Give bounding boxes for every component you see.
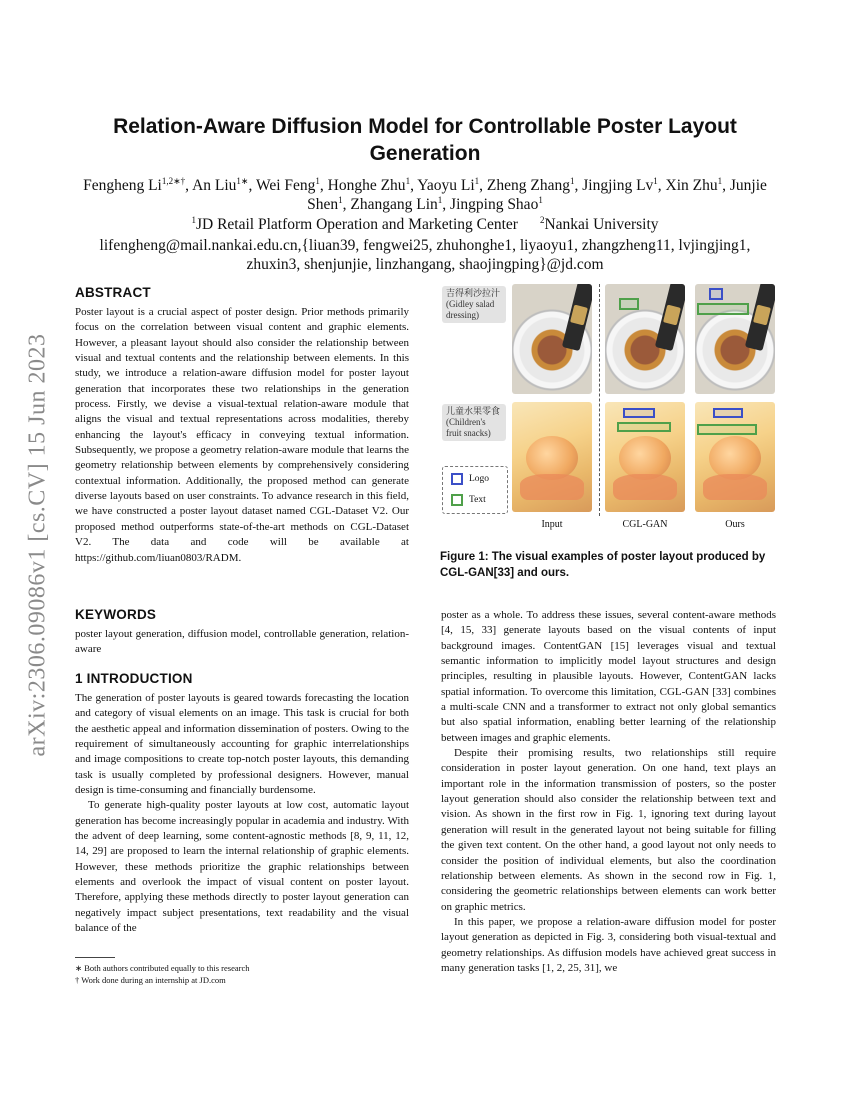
input-image-salad <box>512 284 592 394</box>
text-box <box>697 424 757 435</box>
keywords-body <box>75 627 409 658</box>
author: Yaoyu Li$^1$ <box>417 176 480 194</box>
intro-paragraph-2: To generate high-quality poster layouts at low cost, automatic layout generation has become increasingly popular in academia and industry. With the advent of deep learning, some content-agnostic methods [8, 9, 11, 12, 14, 29] are proposed to learn the internal relationship of graphic elements. However, these methods prioritize the graphic relationships between elements and overlook the impact of visual content on poster layout. Therefore, applying these methods directly to poster layout generation can negatively impact subject presentations, text readability and the visual balance of the <box>75 799 409 935</box>
row2-product-label: 儿童水果零食 (Children's fruit snacks) <box>442 404 506 441</box>
author: Junjie Shen$^1$ <box>307 177 767 213</box>
author: An Liu$^{1∗}$ <box>192 176 249 194</box>
affiliation: JD Retail Platform Operation and Marketing Center <box>195 216 518 233</box>
figure-1 <box>440 282 780 532</box>
author-emails: lifengheng@mail.nankai.edu.cn,{liuan39, fengwei25, zhuhonghe1, liyaoyu1, zhangzheng11, lvjingjing1, zhuxin3, shenjunjie, linzhangang, shaojingping}@jd.com <box>99 237 751 273</box>
introduction-body <box>75 691 409 937</box>
author: Jingjing Lv$^1$ <box>582 176 658 194</box>
input-image-snacks <box>512 402 592 512</box>
author-list: Fengheng $Li^{1,2∗\dagger}$, An Liu$^{1∗}$, Wei Feng$^1$, Honghe Zhu$^1$, Yaoyu Li$^1$, Zheng Zhang$^1$, Jingjing Lv$^1$, Xin Zhu$^1$, Junjie Shen$^1$, Zhangang Lin$^1$, Jingping Shao$^1$ <box>83 176 767 213</box>
column-divider <box>599 284 600 516</box>
footnote-2: † Work done during an internship at JD.com <box>75 975 226 985</box>
right-paragraph-1: poster as a whole. To address these issues, several content-aware methods [4, 15, 33] generate layouts based on the visual contents of input background images. ContentGAN [15] leverages visual and textual semantic information to implicitly model layout structures and design principles, resulting in plausible layouts. However, ContentGAN lacks spatial information. To overcome this limitation, CGL-GAN [33] combines a multi-scale CNN and a transformer to extract not only global semantics but also spatial information, enabling better learning of the relationship between images and graphic elements. <box>441 609 776 744</box>
author: Jingping Shao$^1$ <box>450 195 543 213</box>
author: Fengheng $Li^{1,2∗\dagger}$ <box>83 176 186 194</box>
affiliation: Nankai University <box>544 216 659 233</box>
cglgan-result-salad <box>605 284 685 394</box>
text-box <box>697 303 749 315</box>
keywords-text: poster layout generation, diffusion model, controllable generation, relation-aware <box>75 628 409 656</box>
logo-swatch <box>451 473 463 485</box>
text-box <box>617 422 671 432</box>
ours-result-snacks <box>695 402 775 512</box>
intro-paragraph-1: The generation of poster layouts is geared towards forecasting the location and category of visual elements on an image. This task is crucial for both the aesthetic appeal and information dissemination of posters. Owing to the requirement of simultaneously accounting for graphic interrelationships and image compositions to create top-notch poster layouts, this demanding task is usually completed by professional designers. However, manual design is time-consuming and financially burdensome. <box>75 692 409 797</box>
legend-item-logo: Logo <box>451 473 489 485</box>
author: Wei Feng$^1$ <box>255 176 320 194</box>
logo-box <box>713 408 743 418</box>
footnotes <box>75 962 415 986</box>
arxiv-stamp <box>18 300 58 790</box>
figure-legend <box>442 466 508 514</box>
footnote-divider <box>75 957 115 958</box>
abstract-text: Poster layout is a crucial aspect of poster design. Prior methods primarily focus on the correlation between visual content and graphic elements. However, a pleasant layout should also consider the relationship between visual and textual contents and the relationship between elements. In this study, we introduce a relation-aware diffusion model for poster layout generation that incorporates these two relationships in the generation process. Firstly, we devise a visual-textual relation-aware module that aligns the visual and textual representations across modalities, thereby enhancing the layout's efficacy in conveying textual information. Subsequently, we propose a geometry relation-aware module that learns the geometry relationship between elements by comprehensively considering contextual information. Additionally, the proposed method can generate diverse layouts based on user constraints. To advance research in this field, we have constructed a poster layout dataset named CGL-Dataset V2. Our proposed method outperforms state-of-the-art methods on CGL-Dataset V2. The data and code will be available at https://github.com/liuan0803/RADM. <box>75 306 409 564</box>
author: Zhangang Lin$^1$ <box>350 195 443 213</box>
column-label-cglgan: CGL-GAN <box>622 519 668 530</box>
affiliations: $^1$JD Retail Platform Operation and Marketing Center $^2$Nankai University <box>191 215 659 233</box>
footnote-1: ∗ Both authors contributed equally to this research <box>75 963 250 973</box>
cglgan-result-snacks <box>605 402 685 512</box>
legend-item-text: Text <box>451 494 486 506</box>
ours-result-salad <box>695 284 775 394</box>
author: Zheng Zhang$^1$ <box>486 176 575 194</box>
arxiv-stamp-text: arXiv:2306.09086v1 [cs.CV] 15 Jun 2023 <box>24 333 51 757</box>
figure-1-caption: Figure 1: The visual examples of poster layout produced by CGL-GAN[33] and ours. <box>440 551 766 579</box>
right-column-body <box>441 608 776 976</box>
column-label-ours: Ours <box>725 519 745 530</box>
paper-title: Relation-Aware Diffusion Model for Controllable Poster Layout Generation <box>113 115 737 165</box>
row1-product-label: 吉得利沙拉汁 (Gidley salad dressing) <box>442 286 506 323</box>
author: Honghe Zhu$^1$ <box>327 176 411 194</box>
logo-box <box>709 288 723 300</box>
text-box <box>619 298 639 310</box>
abstract-body <box>75 305 409 566</box>
introduction-heading: 1 INTRODUCTION <box>75 671 193 686</box>
abstract-heading: ABSTRACT <box>75 285 151 300</box>
right-paragraph-3: In this paper, we propose a relation-aware diffusion model for poster layout generation as depicted in Fig. 3, considering both visual-textual and geometry relationships. As diffusion models have achieved great success in many generation tasks [1, 2, 25, 31], we <box>441 915 776 974</box>
author: Xin Zhu$^1$ <box>665 176 723 194</box>
right-paragraph-2: Despite their promising results, two relationships still require consideration in poster layout generation. On one hand, text plays an important role in the information transmission of posters, so the poster layout generation should also consider the relationship between text and vision. As shown in the first row in Fig. 1, ignoring text during layout generation will result in the generated layout not being suitable for filling the given text content. On the other hand, a good layout not only needs to consider the position of individual elements, but also the coordination relationship between elements. As shown in the second row in Fig. 1, considering the geometric relationships between elements can work better on graphic metrics. <box>441 747 776 913</box>
text-swatch <box>451 494 463 506</box>
logo-box <box>623 408 655 418</box>
column-label-input: Input <box>541 519 563 530</box>
keywords-heading: KEYWORDS <box>75 607 157 622</box>
